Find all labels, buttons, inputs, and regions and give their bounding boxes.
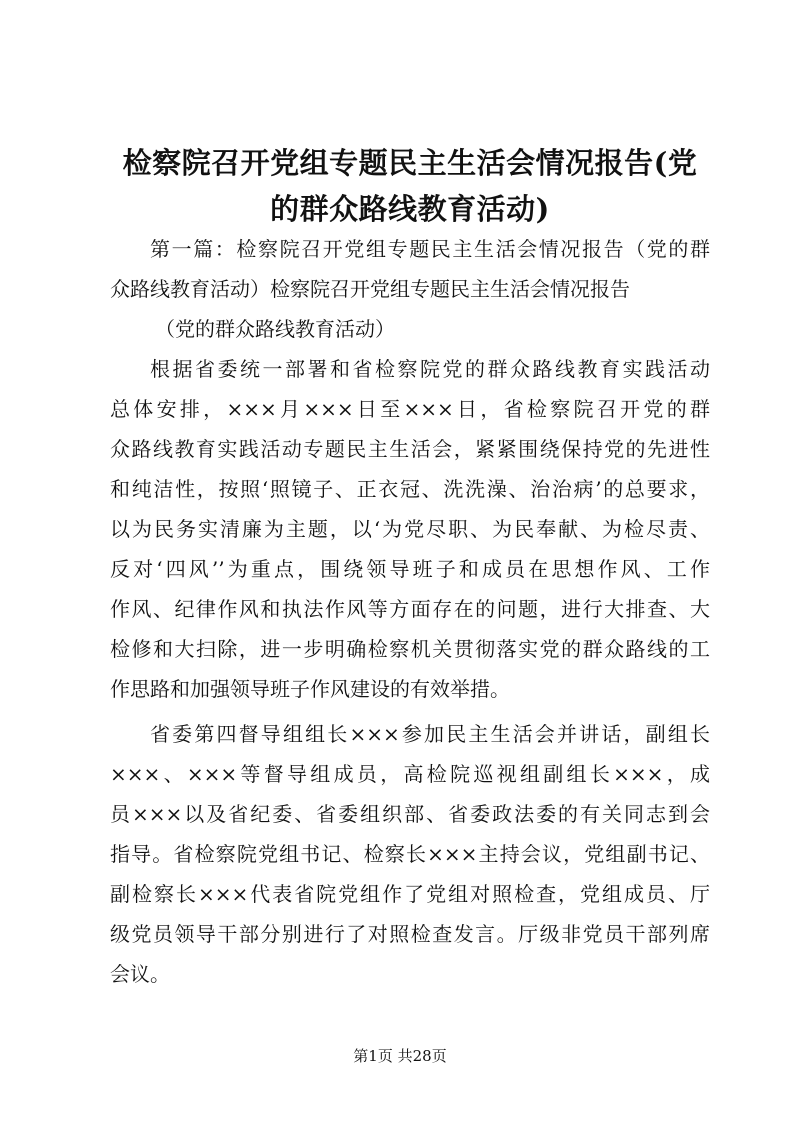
title-line-1: 检察院召开党组专题民主生活会情况报告(党 — [122, 146, 698, 180]
intro-line-2: 众路线教育活动）检察院召开党组专题民主生活会情况报告 — [110, 277, 630, 301]
paragraph-2-line-7: 会议。 — [110, 962, 170, 986]
paragraph-1-line-6: 反对‘四风’’为重点，围绕领导班子和成员在思想作风、工作 — [110, 557, 710, 581]
paragraph-1-line-7: 作风、纪律作风和执法作风等方面存在的问题，进行大排查、大 — [110, 597, 710, 621]
paragraph-1-line-2: 总体安排，×××月×××日至×××日，省检察院召开党的群 — [110, 397, 710, 421]
paragraph-2-line-1: 省委第四督导组组长×××参加民主生活会并讲话，副组长 — [150, 722, 710, 746]
paragraph-1-line-4: 和纯洁性，按照‘照镜子、正衣冠、洗洗澡、治治病’的总要求， — [110, 477, 710, 501]
page-number-footer: 第1页 共28页 — [353, 1047, 447, 1065]
paragraph-2-line-5: 副检察长×××代表省院党组作了党组对照检查，党组成员、厅 — [110, 882, 710, 906]
paragraph-1-line-3: 众路线教育实践活动专题民主生活会，紧紧围绕保持党的先进性 — [110, 437, 710, 461]
paragraph-2-line-3: 员×××以及省纪委、省委组织部、省委政法委的有关同志到会 — [110, 802, 710, 826]
paragraph-1-line-1: 根据省委统一部署和省检察院党的群众路线教育实践活动 — [150, 357, 710, 381]
title-line-2: 的群众路线教育活动) — [270, 192, 550, 226]
intro-subtitle: （党的群众路线教育活动） — [155, 317, 395, 341]
paragraph-1-line-8: 检修和大扫除，进一步明确检察机关贯彻落实党的群众路线的工 — [110, 637, 710, 661]
document-title — [100, 140, 720, 232]
paragraph-2-line-2: ×××、×××等督导组成员，高检院巡视组副组长×××，成 — [110, 762, 710, 786]
intro-line-1: 第一篇：检察院召开党组专题民主生活会情况报告（党的群 — [150, 237, 710, 261]
paragraph-2-line-6: 级党员领导干部分别进行了对照检查发言。厅级非党员干部列席 — [110, 922, 710, 946]
paragraph-1-line-5: 以为民务实清廉为主题，以‘为党尽职、为民奉献、为检尽责、 — [110, 517, 710, 541]
document-body — [110, 229, 710, 994]
paragraph-2-line-4: 指导。省检察院党组书记、检察长×××主持会议，党组副书记、 — [110, 842, 710, 866]
paragraph-1-line-9: 作思路和加强领导班子作风建设的有效举措。 — [110, 677, 510, 701]
